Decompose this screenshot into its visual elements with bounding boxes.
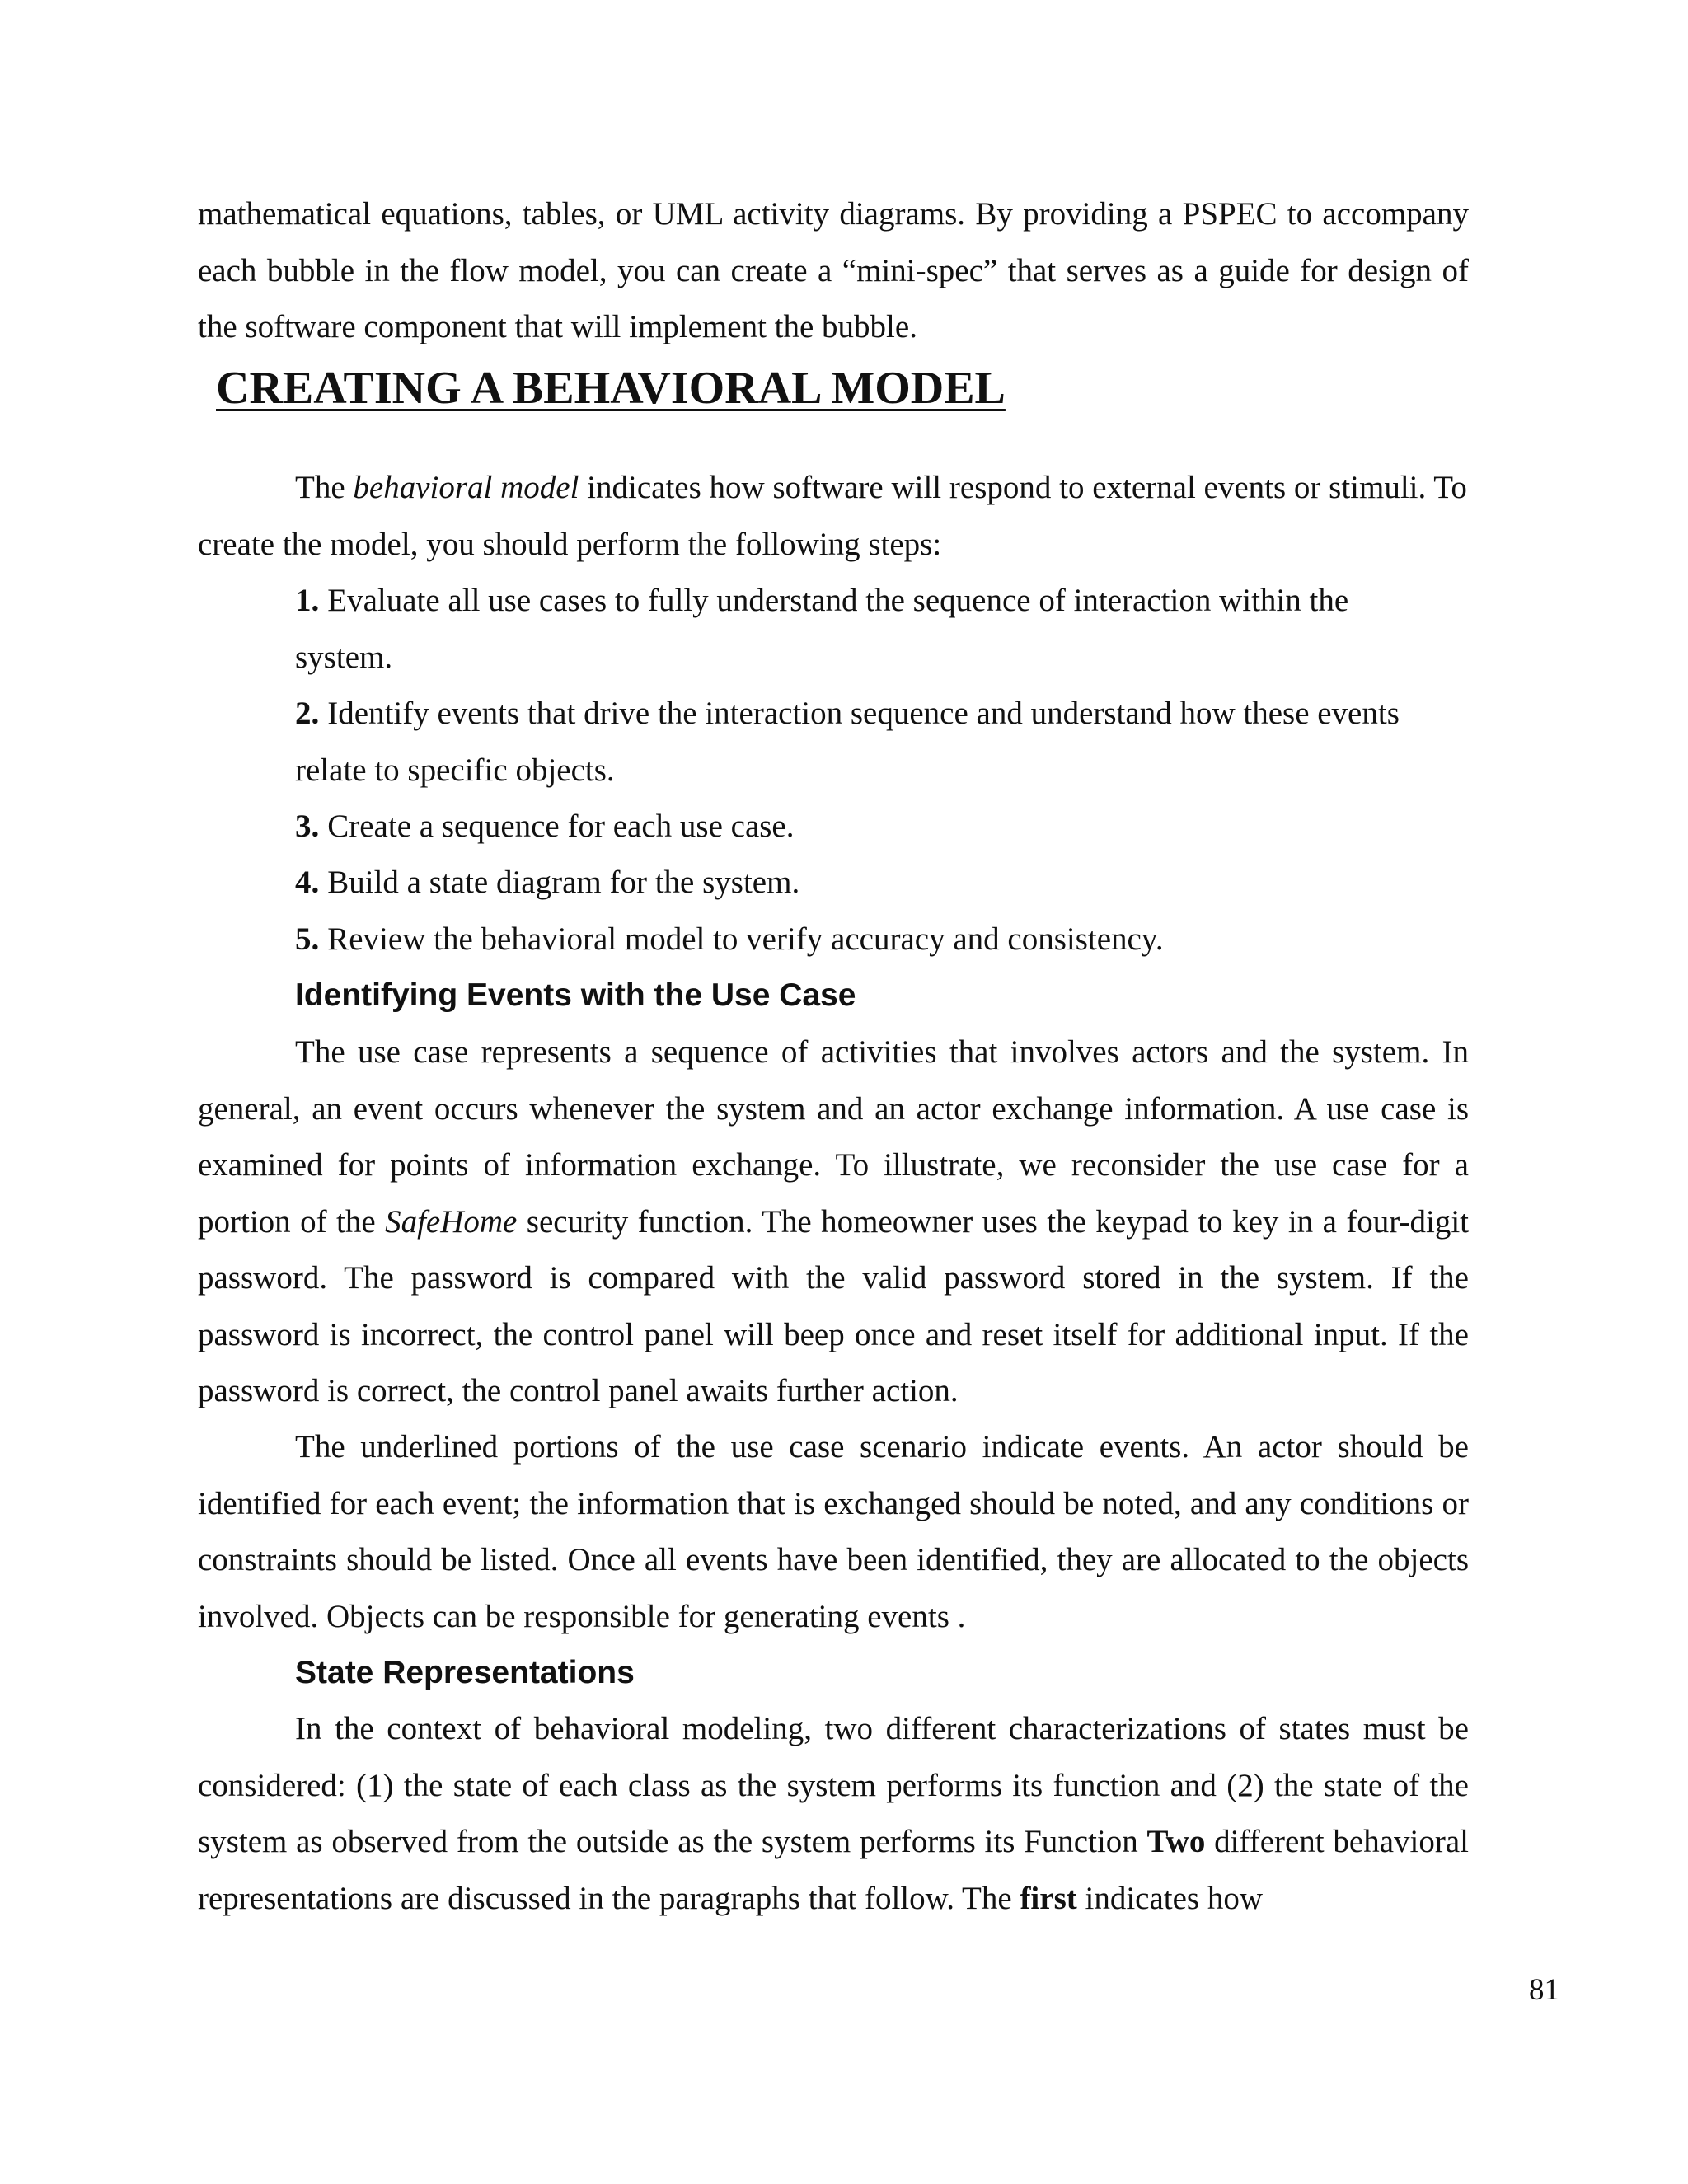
step-text: Review the behavioral model to verify accuracy and consistency. — [327, 921, 1164, 957]
step-item — [295, 799, 1449, 855]
step-text: Identify events that drive the interaction sequence and understand how these events relate to specific objects. — [295, 696, 1400, 788]
intro-paragraph: mathematical equations, tables, or UML activity diagrams. By providing a PSPEC to accompany each bubble in the flow model, you can create a “mini-spec” that serves as a guide for design of the software component that will implement the bubble. — [198, 196, 1469, 344]
first-term: first — [1020, 1880, 1077, 1916]
step-number: 4. — [295, 865, 320, 900]
page-number: 81 — [1529, 1973, 1559, 2007]
step-item — [295, 573, 1449, 686]
behavioral-intro-before: The — [295, 470, 354, 505]
step-item — [295, 912, 1449, 968]
states-paragraph-part1: In the context of behavioral modeling, two different characterizations of states must be considered: (1) the state of each class as the system performs its function and (2) the state of the system as observed from the outside as the system performs its Function — [198, 1711, 1469, 1859]
behavioral-intro-paragraph — [198, 460, 1469, 573]
step-text: Build a state diagram for the system. — [327, 865, 800, 900]
step-item — [295, 855, 1449, 912]
states-paragraph — [198, 1701, 1469, 1927]
events-paragraph-after: security function. The homeowner uses the keypad to key in a four-digit password. The password is compared with the valid password stored in the system. If the password is incorrect, the control panel will beep once and reset itself for additional input. If the password is correct, the control panel awaits further action. — [198, 1203, 1470, 1408]
events-allocation-paragraph: The underlined portions of the use case scenario indicate events. An actor should be identified for each event; the information that is exchanged should be noted, and any conditions or constraints should be listed. Once all events have been identified, they are allocated to the objects involved. Objects can be responsible for generating events . — [198, 1429, 1469, 1634]
section-heading-states: State Representations — [295, 1655, 635, 1690]
step-text: Create a sequence for each use case. — [327, 808, 795, 844]
step-number: 1. — [295, 583, 320, 618]
section-heading-events: Identifying Events with the Use Case — [295, 977, 856, 1013]
events-paragraph-before: The use case represents a sequence of activities that involves actors and the system. In general, an event occurs whenever the system and an actor exchange information. A use case is examined for points of information exchange. To illustrate, we reconsider the use case for a portion of the — [198, 1034, 1469, 1240]
behavioral-intro-after: indicates how software will respond to external events or stimuli. To create the model, you should perform the following steps: — [198, 470, 1467, 562]
states-paragraph-part2: different behavioral representations are discussed in the paragraphs that follow. The — [198, 1824, 1469, 1916]
main-heading: CREATING A BEHAVIORAL MODEL — [216, 363, 1006, 414]
two-term: Two — [1146, 1824, 1206, 1859]
step-text: Evaluate all use cases to fully understand the sequence of interaction within the system. — [295, 583, 1349, 675]
step-number: 2. — [295, 696, 320, 731]
behavioral-model-term: behavioral model — [353, 470, 579, 505]
states-paragraph-part3: indicates how — [1076, 1880, 1264, 1916]
safehome-term: SafeHome — [385, 1203, 518, 1240]
step-item — [295, 686, 1449, 799]
step-number: 5. — [295, 921, 320, 957]
events-paragraph — [198, 1024, 1469, 1420]
step-number: 3. — [295, 808, 320, 844]
